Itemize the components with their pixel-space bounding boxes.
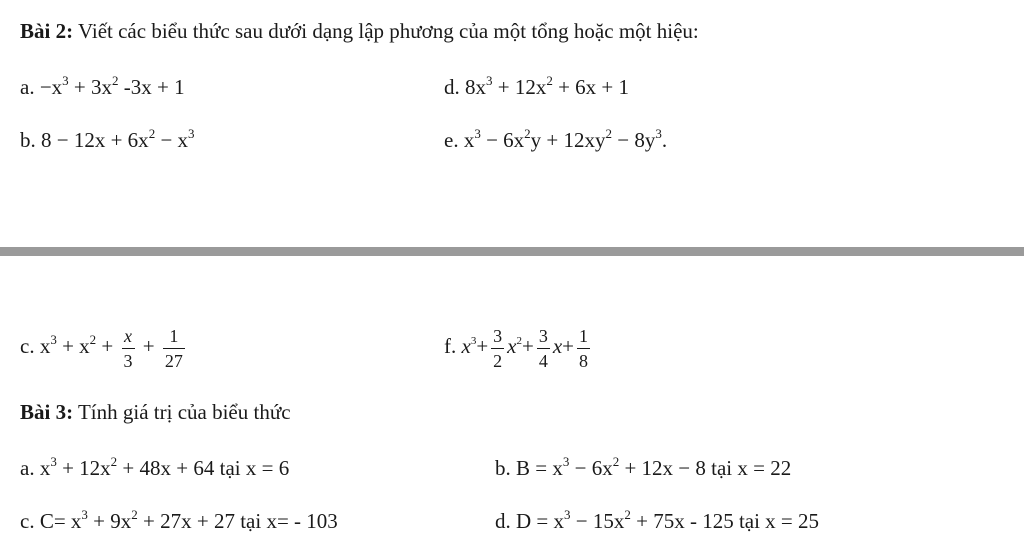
expression-2d: d. $8x^3 + 12x^2 + 6x + 1$ (444, 73, 630, 99)
fraction-3-over-4: $\frac{3}{4}$ (538, 325, 548, 371)
exercise-3-heading (20, 399, 291, 425)
expression-2b: b. $8 - 12x + 6x^2 - x^3$ (20, 126, 195, 152)
fraction-3-over-2: $\frac{3}{2}$ (493, 325, 503, 371)
expression-2f: f. $x^3+$ $\frac{3}{2}$ $x^2+$ $\frac{3}{4}$ x+ $\frac{1}{8}$ (444, 325, 589, 371)
fraction-x-over-3: $\frac{x}{3}$ (123, 325, 133, 371)
expression-3c: c. $C= x^3 + 9x^2 + 27x + 27$ tại x= - 103 (20, 507, 338, 533)
separator-bar (0, 247, 1024, 256)
exercise-2-heading (20, 18, 699, 44)
expression-2e: e. $x^3 - 6x^2y + 12xy^2 - 8y^3$. (444, 126, 668, 152)
fraction-1-over-8: $\frac{1}{8}$ (579, 325, 589, 371)
fraction-1-over-27: $\frac{1}{27}$ (164, 325, 183, 371)
exercise-3-instruction: Tính giá trị của biểu thức (73, 400, 291, 424)
expression-3b: b. $B = x^3 - 6x^2 + 12x - 8$ tại x = 22 (495, 454, 792, 480)
exercise-2-label: Bài 2: (20, 19, 74, 43)
expression-2c: c. $x^3 + x^2$ + $\frac{x}{3}$ + $\frac{1}{27}$ (20, 325, 183, 371)
exercise-3-label: Bài 3: (20, 400, 74, 424)
exercise-2-instruction: Viết các biểu thức sau dưới dạng lập phương của một tổng hoặc một hiệu: (73, 19, 699, 43)
expression-2a: a. $-x^3 + 3x^2$ -3x + 1 (20, 73, 185, 99)
expression-3d: d. $D = x^3 - 15x^2 + 75x - 125$ tại x = 25 (495, 507, 820, 533)
expression-3a: a. $x^3 + 12x^2 + 48x + 64$ tại x = 6 (20, 454, 290, 480)
